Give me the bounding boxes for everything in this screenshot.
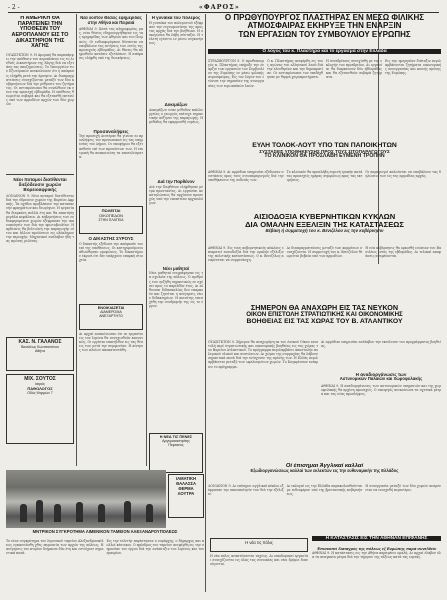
- bottom-headline-block: [312, 536, 441, 546]
- story6-subhead: Εξωδιοργανώσεως καλλαί των εκλεκτών εις την ευθυναμικήν της Ελλάδος: [250, 468, 399, 474]
- photo-caption: ΜΝΤΡΙΚΟΝ ΣΥΓΚΡΟΤΗΜΑ ΛΙΜΕΝΙΚΟΝ ΤΑΜΕΙΟΝ ΑΛΕΞΑΝΔΡΟΥΠΟΛΕΩΣ: [32, 530, 178, 534]
- story2-text-col-1: ΑΘΗΝΑΙ 9. Αι αρμόδιαι υπηρεσίαι εξέδωσαν συστάσεις προς τους σιτοπαραγωγούς διά την υποθήκευσιν της σοδειάς των.: [208, 170, 284, 183]
- ad-line: Οδός Ψαρρών 7: [27, 391, 53, 396]
- col3-head-1: Η γυναίκα του πόλεμος: [151, 16, 201, 20]
- photo-text-col-1: Το νέον συγκρότημα του λιμενικού ταμείου Αλεξανδρουπόλεως εγκαινιάσθη χθες παρουσία των αρχών της πόλεως. Η ανέγερσις του κτιρίου διήρκεσε δύο έτη και εστοίχισε σημαντικά ποσά.: [6, 539, 104, 556]
- col2-text-1: ΑΘΗΝΑΙ 9. Κατά τας πληροφορίας μας, νέαι θέσεις εδημιουργήθησαν εις τας εφημερίδας των Αθηνών και του Πειραιώς. Οι ενδιαφερόμενοι δύνανται να υποβάλουν τας αιτήσεις των εντός της προσεχούς εβδομάδος. Αι θέσεις θα πληρωθούν κατόπιν εξετάσεων. Η απόφασις ελήφθη υπό της διοικήσεως.: [79, 27, 143, 60]
- photo-caption-block: [6, 530, 204, 538]
- story4-text: [208, 340, 318, 460]
- story6-text-col-3: Η συνεργασία μεταξύ των δύο χωρών αναμένεται να ενισχυθή περαιτέρω.: [365, 484, 441, 493]
- box-line: Αργυροκαστρίτης: [162, 439, 190, 444]
- story3-headline-line-2: ΔΙΑ ΟΜΑΛΗΝ ΕΞΕΛΙΞΙΝ ΤΗΣ ΚΑΤΑΣΤΑΣΕΩΣ: [245, 219, 404, 229]
- main-text-col-2: Ο κ. Πλαστήρας ανεφέρθη εις τους αγώνας του ελληνικού λαού διά την ελευθερίαν και την δημοκρατίαν. Οι αντιπρόσωποι τον υπεδέχθησαν με θερμά χειροκροτήματα.: [267, 59, 323, 80]
- story5: [321, 340, 441, 460]
- box-line: ΕΝΟΙΚΙΑΖΕΤΑΙ: [97, 306, 125, 311]
- ad-line: Αθήνα: [34, 349, 45, 354]
- side-ad-line: ΘΕΡΜΑ: [178, 486, 194, 491]
- main-headline-line-1: Ο ΠΡΩΘΥΠΟΥΡΓΟΣ ΠΛΑΣΤΗΡΑΣ ΕΝ ΜΕΣΩ ΦΙΛΙΚΗΣ: [224, 14, 425, 22]
- story2-text: [208, 170, 441, 210]
- ad-line: Ιατρός: [34, 382, 45, 387]
- col2-ad: [79, 206, 143, 234]
- story4-text-col-1: ΟΥΑΣΙΓΚΤΩΝ 9. Σήμερον θα αναχωρήση εκ του Λευκού Οίκου επιστολή περί στρατιωτικής και οικονομικής βοηθείας εις τας χώρας του Βορείου Ατλαντικού. Το πρόγραμμα περιλαμβάνει αποστολήν πολεμικού υλικού και πιστώσεων. Αι χώραι της συμμαχίας θα λάβουν σημαντικά ποσά διά την ενίσχυσιν της αμύνης των. Η Ελλάς περιλαμβάνεται μεταξύ των ωφελουμένων χωρών. Το Κογκρέσσον ενέκρινε το πρόγραμμα.: [208, 340, 318, 369]
- story2-headline-line-1: ΕΥΛΗ ΤΟΛΟΚ-ΛΟΥΤ ΥΠΟ ΤΩΝ ΠΑΠΟΙΚΗΤΩΝ: [252, 142, 397, 149]
- column-rule: [205, 14, 206, 592]
- ad-line: ΠΑΘΟΛΟΓΟΣ: [27, 386, 53, 392]
- col1-subhead: Νέοι ποταμοί διατίθενται διεξόδευσιν χωρών Βορειοαφρικής: [13, 177, 67, 193]
- story5-text-top: Αι αρμόδιαι υπηρεσίαι ανέλαβον την εκτέλεσιν του προγράμματος βοηθείας.: [321, 340, 441, 349]
- ad-line: ΣΤΗΝ ΠΛΑΤΕΙΑ: [98, 218, 124, 223]
- story5-subhead: Αστυνομικών Παλαιών και Χωροφυλακής: [339, 376, 423, 382]
- col3-head-4: Νέοι μαθηταί: [162, 265, 190, 271]
- ad-line: ΜΙΧ. ΣΟΥΤΟΣ: [24, 376, 56, 383]
- small-box-text-body: Η νέα πόλις αναπτύσσεται ταχέως. Αι οικοδομικαί εργασίαι συνεχίζονται εις όλας τας συνοικίας και νέοι δρόμοι διανοίγονται.: [210, 554, 308, 567]
- col1-ad-2: [6, 374, 74, 444]
- story5-head: Η αναδιοργάνωσις των: [355, 372, 407, 377]
- col2-top-head: Νέα λοιπόν Θέσεις εφημερίδας στην Αθήνα και Πειραιά: [80, 16, 142, 25]
- box-line: Πειραιεύς: [168, 443, 184, 448]
- column-1: [6, 16, 74, 466]
- bottom-text: ΑΘΗΝΑΙ 9. Η κατάστασις εις την Αθήνα παραμένει ομαλή. Αι αρχαί έλαβον όλα τα αναγκαία μέτρα διά την τήρησιν της τάξεως κατά τας εορτάς.: [312, 551, 441, 560]
- box-line: Η ΝΕΑ ΤΙΣ ΠΕΝΕΣ: [159, 435, 193, 440]
- story4-headline-line-1: ΣΗΜΕΡΟΝ ΘΑ ΑΝΑΧΩΡΗ ΕΙΣ ΤΑΣ ΝΕΥΚΟΝ: [250, 304, 399, 312]
- story2-text-col-2: Το κλινικόν θα προσλάβη ευμενή τροπήν κατά τας προσεχείς ημέρας συμφώνως προς τας εκτιμήσεις.: [286, 170, 363, 183]
- photo-text-col-2: Εις την τελετήν παρέστησαν ο νομάρχης, ο δήμαρχος και πολλοί κάτοικοι. Ο πρόεδρος του ταμείου ανεφέρθη εις την σημασίαν του έργου διά την ανάπτυξιν του λιμένος και του εμπορίου.: [106, 539, 204, 556]
- column-2: [79, 16, 143, 466]
- harbor-photo: [6, 470, 166, 528]
- bottom-subhead: Έπισκοπεί διαταγμός της πόλεως εξ Ευρώπης παρά συνελθείν: [316, 547, 437, 551]
- col1-article-text: ΟΥΑΣΙΓΚΤΩΝ 9. Η Αμερική θα παραπέμψει την υπόθεσιν του αεροπλάνου εις το Διεθνές Δικαστήριον της Χάγης διά να εξετάση τας αποζημιώσεις. Το Υπουργείον των Εξωτερικών ανεκοίνωσεν ότι η απόφασις ελήφθη μετά την άρνησιν. Αι διαπραγματεύσεις συνεχίζονται μεταξύ των δύο κυβερνήσεων διά την ρύθμισιν του ζητήματος. Οι αντιπρόσωποι θα συνέλθουν εκ νέου την προσεχή εβδομάδα. Η υπόθεσις θεωρείται σοβαρά και θα εξετασθή εκτενώς υπό των αρμοδίων αρχών των δύο χωρών.: [6, 53, 74, 107]
- story2-headline-block: [208, 142, 441, 168]
- ad-line: ΠΩΛΕΙΤΑΙ: [101, 208, 121, 214]
- col2-small-head: Προσαναλήψεις: [93, 129, 129, 135]
- story6-text-col-2: Αι εκλογαί εις την Ελλάδα παρακολουθούνται με ενδιαφέρον υπό της βρεταννικής κυβερνήσεως.: [286, 484, 363, 497]
- col2-box: [79, 304, 143, 330]
- main-headline-line-2: ΑΤΜΟΣΦΑΙΡΑΣ ΕΚΗΡΥΞΕ ΤΗΝ ΕΝΑΡΞΙΝ: [247, 21, 402, 31]
- column-rule: [146, 14, 147, 466]
- col1-article2-text: ΛΟΝΔΙΝΟΝ 9. Νέοι ποταμοί διατίθενται διά την ύδρευσιν χωρών της Βορείου Αφρικής. Τα σχέδια προβλέπουν την κατασκευήν φραγμάτων και διωρύγων. Η εργασία θα διαρκέση πολλά έτη και θα απαιτήση μεγάλα κεφάλαια. Αι κυβερνήσεις των ενδιαφερομένων χωρών εξέφρασαν την ικανοποίησίν των διά την πρωτοβουλίαν. Η αρδευσις θα βελτιώση την παραγωγήν σίτου και άλλων προϊόντων εις ολόκληρον την περιοχήν. Μηχανικοί ανέλαβον ήδη τας πρώτας μελέτας.: [6, 194, 74, 244]
- col2-text-3: Ο δικαστής εξέδωσε την απόφασίν του επί της υποθέσεως. Οι κατηγορούμενοι αθωώθησαν ομοφώνως. Το δικαστήριον έκρινε ότι δεν υπάρχουν επαρκή στοιχεία.: [79, 242, 143, 263]
- story3-headline-block: [208, 213, 441, 243]
- story4-headline-line-3: ΒΟΗΘΕΙΑΣ ΕΙΣ ΤΑΣ ΧΩΡΑΣ ΤΟΥ Β. ΑΤΛΑΝΤΙΚΟΥ: [246, 318, 403, 326]
- box-line: ΔΙΑΜΕΡΙΣΜΑ: [100, 310, 122, 315]
- col3-text-1: Η γυναίκα του πολεμιστού εξέφρασε την ευγνωμοσύνην της προς τας αρχάς διά την βοήθειαν. Η οικογένεια θα λάβη σύνταξιν. Η τελετή εγένετο εν μέσω συγκινήσεως.: [149, 20, 203, 46]
- story2-headline-line-2: ΣΥΣΤΑΣΕΙΣ ΥΠΟΘΗΚΕΥΣΗΣ ΠΡΟΣ ΤΟΥΣ ΣΙΤΟΠΑΡΑΓΩΓΟΥΣ: [259, 149, 390, 155]
- col3-text-4: Νέοι μαθηταί ενεγράφησαν εις τα σχολεία της πόλεως. Ο αριθμός των ηυξήθη σημαντικώς εν σχέσει προς το παρελθόν έτος. Αι αίθουσαι διδασκαλίας δεν επαρκούν και ζητείται η ανέγερσις νέων διδακτηρίων. Η κοινότης υπεσχέθη την συνδρομήν της εις το έργον.: [149, 271, 203, 309]
- ad-line: ΟΙΚΟΠΕΔΟΝ: [98, 213, 124, 219]
- story3-subhead: Βέβαιη ή συμμετοχή του κ. Βενιζέλου εις την κυβέρνησιν: [265, 227, 384, 233]
- small-box-story: [210, 554, 308, 594]
- main-headline-line-3: ΤΩΝ ΕΡΓΑΣΙΩΝ ΤΟΥ ΣΥΜΒΟΥΛΙΟΥ ΕΥΡΩΠΗΣ: [238, 29, 411, 39]
- box-line: ΑΝΕΞΑΡΤΗΤΟ: [99, 314, 123, 319]
- story3-text-col-1: ΑΘΗΝΑΙ 9. Εις τους κυβερνητικούς κύκλους επικρατεί αισιοδοξία διά την ομαλήν εξέλιξιν της πολιτικής καταστάσεως. Ο κ. Βενιζέλος αναμένεται να συμμετάσχη.: [208, 246, 284, 263]
- main-subhead-block: [208, 49, 441, 57]
- column-rule: [76, 14, 77, 466]
- small-box: [210, 538, 308, 552]
- page-number: - 2 -: [8, 3, 20, 11]
- col3-head-2: Δοκιμάζων: [164, 101, 188, 107]
- col3-text-3: Διά την Παρθένον ελήφθησαν μέτρα προστασίας. Αι εργασίαι αναστηλώσεως θα αρχίσουν προσεχώς υπό την εποπτείαν αρχαιολόγων.: [149, 184, 203, 205]
- bottom-story: [312, 547, 441, 593]
- col1-ad-1: [6, 337, 74, 371]
- col2-mid-head: Ο ΔΙΚΑΣΤΗΣ ΣΥΡΟΥΣ: [88, 236, 134, 242]
- story6-head: Οί έπισημαι Άγγλικαί καλλαί: [285, 463, 364, 469]
- col2-text-4: Αι αρχαί ανεκοίνωσαν ότι αι εργασίαι εις τον λιμένα θα συνεχισθούν κανονικώς. Οι εργάται επανήλθον εις τας θέσεις των μετά την συμφωνίαν. Η κίνησις των πλοίων αποκατεστάθη.: [79, 332, 143, 353]
- main-story-text: [208, 59, 441, 139]
- story3-text-col-2: Αι διαπραγματεύσεις μεταξύ των κομμάτων συνεχίζονται. Η συμμετοχή του κ. Βενιζέλου θεωρείται βεβαία υπό των αρμοδίων.: [286, 246, 363, 259]
- story6-headline-block: [208, 463, 441, 483]
- story2-text-col-3: Οι παραγωγοί καλούνται να υποβάλουν τας δηλώσεις των εις τας αρμοδίας αρχάς.: [365, 170, 441, 179]
- small-box-text: Η νέα τις πόλις: [245, 540, 273, 545]
- main-text-col-4: Εις την ημερησίαν διάταξιν περιλαμβάνονται ζητήματα οικονομικής συνεργασίας και κοινής αμύνης της Ευρώπης.: [385, 59, 441, 76]
- side-ad: [168, 474, 204, 518]
- story2-headline-line-3: ΤΟ ΚΛΙΝΙΚΟΝ ΘΑ ΠΡΟΣΛΑΒΗ ΕΥΜΕΝΗ ΤΡΟΠΗΝ: [264, 153, 385, 160]
- photo-story-text: [6, 539, 204, 595]
- story3-text: [208, 246, 441, 302]
- main-subhead: Ο λόγος του κ. Πλαστήρα και το έργασμα στην Ελλάδα: [208, 49, 441, 54]
- col1-headline: Η ΑΜΕΡΙΚΗ ΘΑ ΠΑΡΑΤΕΙΝΕΙ ΤΗΝ ΥΠΟΘΕΣΙΝ ΤΟΥ ΑΕΡΟΠΛΑΝΟΥ ΕΙΣ ΤΟ ΔΙΚΑΣΤΗΡΙΟΝ ΤΗΣ ΧΑΓΗΣ: [11, 16, 69, 50]
- newspaper-title: «ΦΑΡΟΣ»: [198, 3, 240, 11]
- masthead: [8, 2, 439, 13]
- main-text-col-3: Η συνεδρίασις συνεχίσθη με την εκλογήν του προεδρείου. Αι εργασίαι θα διαρκέσουν δύο εβδομάδας και θα εξετασθούν σοβαρά ζητήματα.: [326, 59, 382, 80]
- side-ad-line: ΘΑΛΑΣΣΑ: [175, 481, 197, 486]
- col3-text-2: Δοκιμάζων νέαν μέθοδον καλλιεργείας ο γεωργός επέτυχε σημαντικήν αύξησιν της παραγωγής. Η μέθοδος θα εφαρμοσθή ευρέως.: [149, 107, 203, 124]
- main-text-col-1: ΣΤΡΑΣΒΟΥΡΓΟΝ 9. Ο πρωθυπουργός κ. Πλαστήρας εκήρυξε την έναρξιν των εργασιών του Συμβουλίου της Ευρώπης εν μέσω φιλικής ατμοσφαίρας. Εις τον λόγον του ετόνισε την σημασίαν της συνεργασίας των ευρωπαϊκών λαών.: [208, 59, 264, 88]
- story4-headline-block: [208, 304, 441, 338]
- story5-text: ΑΘΗΝΑΙ 9. Η αναδιοργάνωσις των αστυνομικών υπηρεσιών και της χωροφυλακής θα αρχίση προσεχώς. Ο υπουργός ανεκοίνωσε τα σχετικά μέτρα και τας νέας προσλήψεις.: [321, 383, 441, 396]
- side-ad-line: ΙΑΜΑΤΙΚΗ: [175, 476, 197, 481]
- story6-text-col-1: ΛΟΝΔΙΝΟΝ 9. Αι επίσημοι αγγλικαί κύκλοι εξέφρασαν την ικανοποίησίν των διά την εξέλιξιν.: [208, 484, 284, 497]
- ad-line: ΚΑΣ. Ν. ΓΑΛΑΝΟΣ: [18, 339, 62, 346]
- side-ad-line: ΛΟΥΤΡΑ: [177, 491, 195, 496]
- bottom-head: Η ΚΑΤΑΣΤΑΣΙΣ ΕΙΣ ΤΗΝ ΑΘΗΝΑΝ ΕΠΙΦΑΝΗΣ: [312, 536, 441, 541]
- main-headline-block: [208, 14, 441, 48]
- ad-line: Βασιλέως Κωνσταντίνου: [21, 345, 59, 350]
- col2-text-2: Την προσεχή Δευτέραν θα γίνουν αι προσλήψεις του προσωπικού εις τας υπηρεσίας του Δήμου. Οι υποψήφιοι θα εξετασθούν επί των προσόντων των. Η επιτροπή θα ανακοινώση τα αποτελέσματα.: [79, 134, 143, 159]
- col3-head-3: Διά την Παρθένον: [157, 178, 195, 184]
- story4-headline-line-2: ΟΙΚΟΝ ΕΠΙΣΤΟΛΗ ΣΤΡΑΤΙΩΤΙΚΗΣ ΚΑΙ ΟΙΚΟΝΟΜΙΚΗΣ: [246, 310, 403, 318]
- story6-text: [208, 484, 441, 536]
- col3-box: [149, 433, 203, 473]
- story3-headline-line-1: ΑΙΣΙΟΔΟΞΙΑ ΚΥΒΕΡΝΗΤΙΚΩΝ ΚΥΚΛΩΝ: [253, 213, 396, 221]
- story3-text-col-3: Η νέα κυβέρνησις θα ορκισθή ενώπιον του Βασιλέως εντός της εβδομάδος. Αι τελικαί αποφάσεις αναμένονται.: [365, 246, 441, 259]
